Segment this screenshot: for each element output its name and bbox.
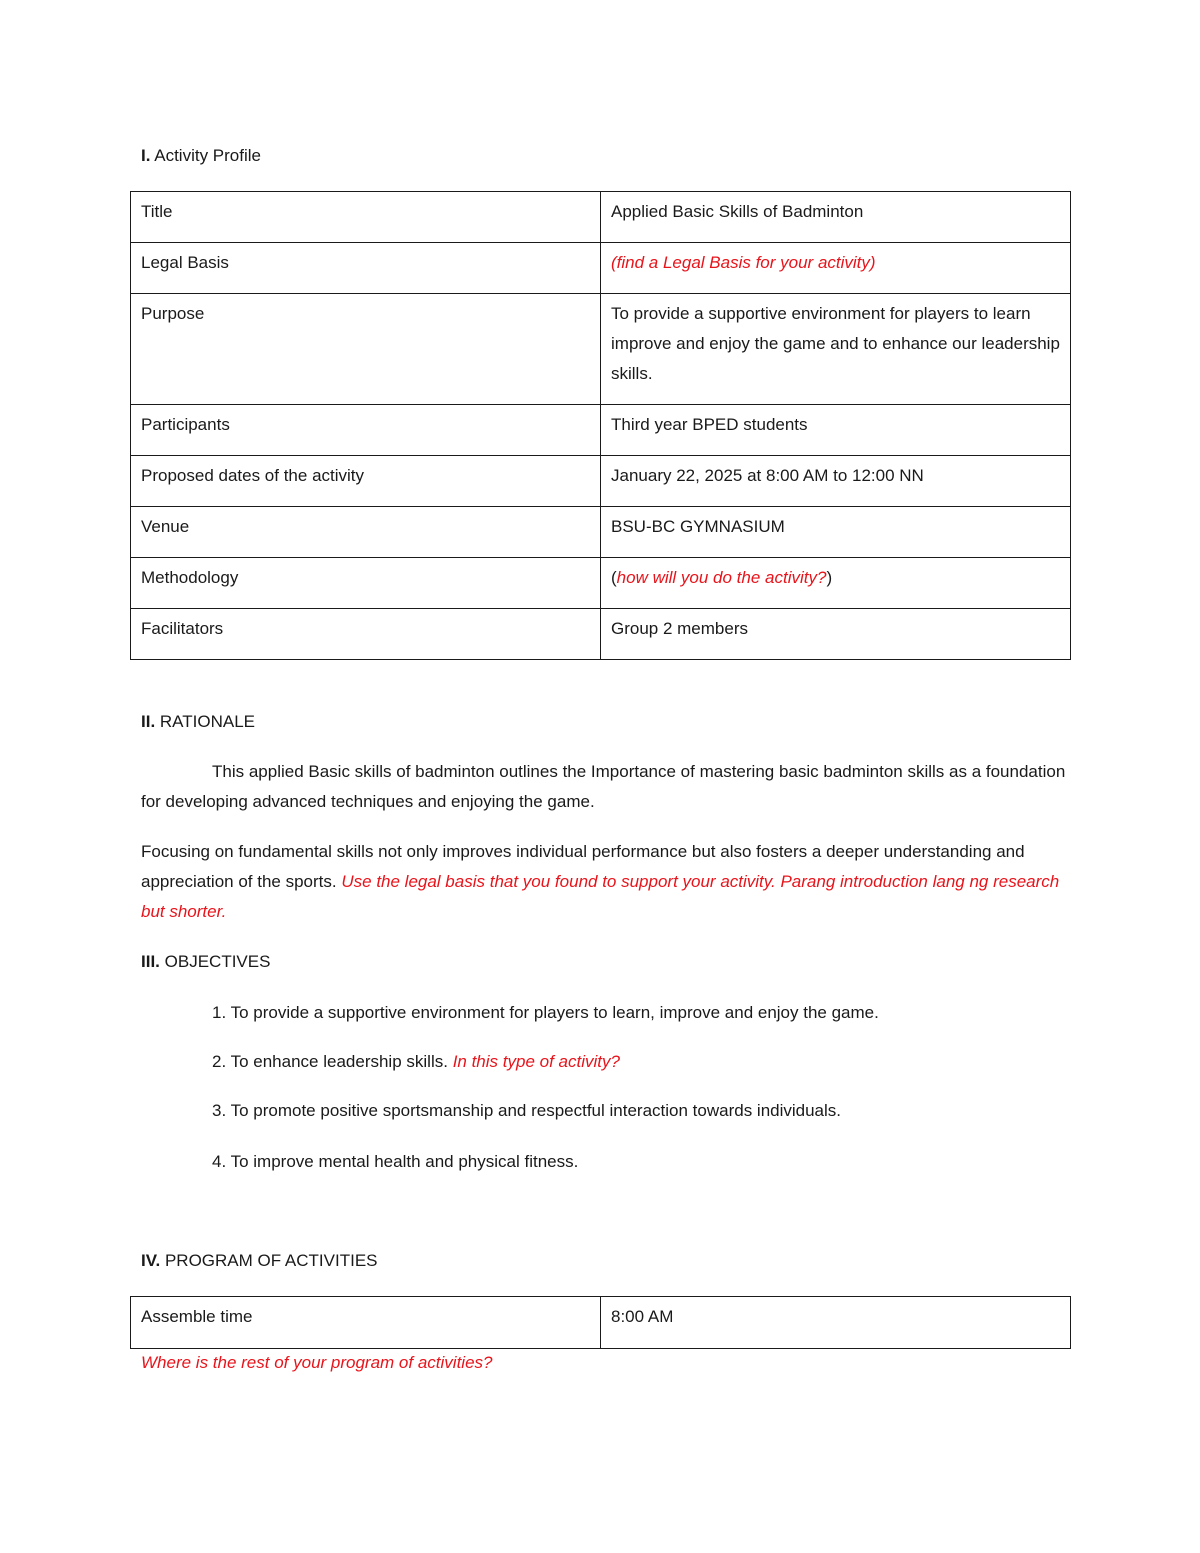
row-value	[601, 243, 1071, 294]
program-of-activities-table	[130, 1296, 1071, 1349]
row-label: Facilitators	[131, 609, 601, 660]
section-title: PROGRAM OF ACTIVITIES	[164, 1251, 378, 1270]
rationale-text: Focusing on fundamental skills not only improves individual performance but also fosters a deeper understanding and appreciation of the sports.	[141, 842, 1025, 891]
paren-open: (	[611, 568, 617, 587]
section-heading-objectives	[141, 952, 270, 972]
section-number: IV.	[141, 1251, 161, 1270]
table-row	[131, 192, 1071, 243]
section-title: Activity Profile	[154, 146, 261, 165]
section-number: III.	[141, 952, 160, 971]
objective-item	[212, 1052, 620, 1072]
row-value: 8:00 AM	[601, 1297, 1071, 1349]
section-heading-program	[141, 1251, 378, 1271]
table-row	[131, 405, 1071, 456]
row-label: Participants	[131, 405, 601, 456]
row-value: To provide a supportive environment for players to learn improve and enjoy the game and to enhance our leadership skills.	[601, 294, 1071, 405]
rationale-paragraph-2	[141, 837, 1071, 927]
reviewer-note: how will you do the activity?	[616, 568, 827, 587]
section-heading-activity-profile	[141, 146, 261, 166]
section-title: RATIONALE	[159, 712, 255, 731]
objective-item: 4. To improve mental health and physical fitness.	[212, 1152, 579, 1171]
table-row	[131, 1297, 1071, 1349]
paren-close: )	[826, 568, 833, 587]
row-label: Proposed dates of the activity	[131, 456, 601, 507]
objective-text: 2. To enhance leadership skills.	[212, 1052, 448, 1071]
rationale-paragraph-1: This applied Basic skills of badminton outlines the Importance of mastering basic badminton skills as a foundation for developing advanced techniques and enjoying the game.	[141, 762, 1066, 811]
reviewer-note: (find a Legal Basis for your activity)	[611, 253, 876, 272]
row-label: Title	[131, 192, 601, 243]
table-row	[131, 456, 1071, 507]
activity-profile-table	[130, 191, 1071, 660]
objective-item: 3. To promote positive sportsmanship and respectful interaction towards individuals.	[212, 1101, 842, 1120]
reviewer-note-program: Where is the rest of your program of activities?	[141, 1353, 493, 1372]
table-row	[131, 609, 1071, 660]
section-number: II.	[141, 712, 156, 731]
row-label: Venue	[131, 507, 601, 558]
section-title: OBJECTIVES	[164, 952, 271, 971]
table-row	[131, 294, 1071, 405]
row-value: January 22, 2025 at 8:00 AM to 12:00 NN	[601, 456, 1071, 507]
objective-item: 1. To provide a supportive environment for players to learn, improve and enjoy the game.	[212, 1003, 879, 1022]
row-label: Assemble time	[131, 1297, 601, 1349]
row-value: Third year BPED students	[601, 405, 1071, 456]
table-row	[131, 243, 1071, 294]
row-label: Legal Basis	[131, 243, 601, 294]
section-number: I.	[141, 146, 151, 165]
row-value: Group 2 members	[601, 609, 1071, 660]
table-row	[131, 558, 1071, 609]
section-heading-rationale	[141, 712, 255, 732]
row-label: Purpose	[131, 294, 601, 405]
row-value: BSU-BC GYMNASIUM	[601, 507, 1071, 558]
row-value: Applied Basic Skills of Badminton	[601, 192, 1071, 243]
row-label: Methodology	[131, 558, 601, 609]
table-row	[131, 507, 1071, 558]
reviewer-note: Use the legal basis that you found to support your activity. Parang introduction lang ng research but shorter.	[141, 872, 1060, 921]
reviewer-note: In this type of activity?	[452, 1052, 620, 1071]
row-value	[601, 558, 1071, 609]
